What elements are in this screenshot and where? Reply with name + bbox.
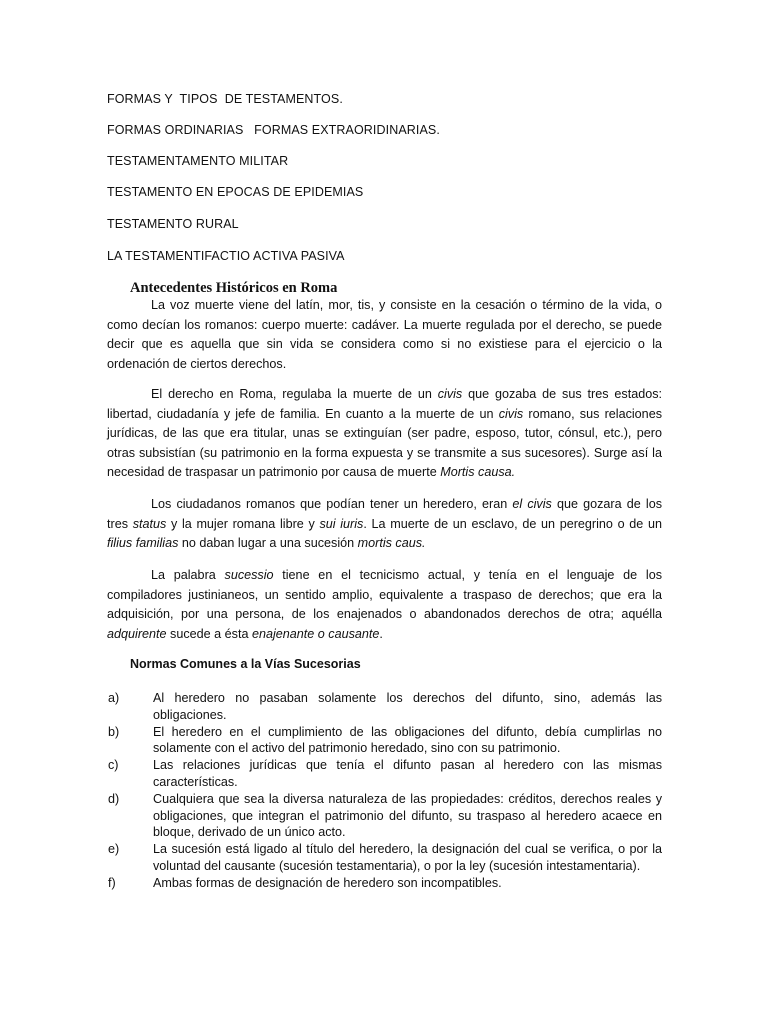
p3-text-i: no daban lugar a una sucesión (178, 536, 358, 551)
p3-term-el-civis: el civis (512, 497, 552, 511)
p2-term-civis: civis (437, 387, 463, 401)
p3-text-a: Los ciudadanos romanos que podían tener un heredero, eran (151, 497, 513, 511)
p4-text-c: tiene en el tecnicismo actual, y tenía en el lenguaje de los compiladores justinianeos, un sentido amplio, equivalente a traspaso de derechos; que era la adquisición, por una persona, de los enajenados o abandonados derechos de otra; aquélla (107, 568, 662, 622)
p4-term-sucessio: sucessio (224, 568, 274, 582)
list-item (107, 875, 662, 892)
list-item-text: Ambas formas de designación de heredero son incompatibles. (153, 875, 502, 890)
p3-text-g: . La muerte de un esclavo, de un peregrino o de un (363, 516, 662, 531)
list-item-text: Las relaciones jurídicas que tenía el difunto pasan al heredero con las mismas características. (153, 758, 662, 789)
p2-text-a: El derecho en Roma, regulaba la muerte de un (151, 387, 438, 401)
list-item (107, 724, 662, 758)
p2-term-civis-2: civis (498, 406, 524, 421)
p3-text-c: que gozara de los tres (107, 497, 663, 531)
paragraph-1 (107, 296, 662, 374)
p4-text-a: La palabra (151, 568, 225, 582)
list-item-text: El heredero en el cumplimiento de las obligaciones del difunto, debía cumplirlas no solamente con el activo del patrimonio heredado, sino con su patrimonio. (153, 724, 662, 756)
heading-testamento-epidemias: TESTAMENTO EN EPOCAS DE EPIDEMIAS (107, 185, 364, 199)
p3-term-mortis-caus: mortis caus. (357, 536, 426, 551)
list-marker: c) (108, 758, 119, 773)
paragraph-1-text: La voz muerte viene del latín, mor, tis, y consiste en la cesación o término de la vida, o como decían los romanos: cuerpo muerte: cadáver. La muerte regulada por el derecho, se puede decir que es aquella que sin vida se considera como si no existiese para el ejercicio o la ordenación de ciertos derechos. (107, 298, 662, 371)
p2-text-c: que gozaba de sus tres estados: libertad, ciudadanía y jefe de familia. En cuanto a la muerte de un (107, 387, 662, 421)
list-marker: f) (108, 875, 116, 890)
p3-term-sui-iuris: sui iuris (319, 516, 364, 531)
list-marker: b) (108, 724, 120, 739)
list-marker: d) (108, 791, 120, 806)
list-marker: e) (108, 842, 120, 857)
p4-term-adquirente: adquirente (107, 626, 167, 641)
p4-term-enajenante: enajenante o causante (251, 626, 380, 641)
p3-term-filius-familias: filius familias (107, 536, 179, 551)
list-item (107, 757, 662, 791)
p2-text-e: romano, sus relaciones jurídicas, de las que era titular, unas se extinguían (ser padre, esposo, tutor, cónsul, etc.), pero otras subsistían (su patrimonio en la forma expuesta y se transmite a sus sucesores). Surge así la necesidad de traspasar un patrimonio por causa de muerte (107, 406, 662, 480)
heading-formas-tipos: FORMAS Y TIPOS DE TESTAMENTOS. (107, 92, 343, 106)
heading-testamentifactio: LA TESTAMENTIFACTIO ACTIVA PASIVA (107, 249, 345, 263)
list-item (107, 690, 662, 724)
norms-list (107, 690, 662, 892)
list-item-text: Cualquiera que sea la diversa naturaleza de las propiedades: créditos, derechos reales y obligaciones, que integran el patrimonio del difunto, su traspaso al heredero acaece en bloque, derivado de un único acto. (153, 791, 662, 840)
list-item-text: Al heredero no pasaban solamente los derechos del difunto, sino, además las obligaciones. (153, 691, 662, 722)
heading-testamento-rural: TESTAMENTO RURAL (107, 217, 239, 231)
paragraph-2 (107, 385, 662, 483)
list-marker: a) (108, 691, 120, 705)
section-title: Antecedentes Históricos en Roma (130, 280, 338, 296)
p3-text-e: y la mujer romana libre y (166, 516, 320, 531)
paragraph-4 (107, 566, 662, 644)
list-item-text: La sucesión está ligado al título del heredero, la designación del cual se verifica, o por la voluntad del causante (sucesión testamentaria), o por la ley (sucesión intestamentaria). (153, 842, 662, 873)
list-item (107, 841, 662, 875)
heading-testamento-militar: TESTAMENTAMENTO MILITAR (107, 154, 289, 168)
norms-subtitle: Normas Comunes a la Vías Sucesorias (130, 657, 361, 671)
list-item (107, 791, 662, 841)
p2-term-mortis-causa: Mortis causa. (440, 465, 516, 480)
p4-text-g: . (379, 626, 383, 641)
p3-term-status: status (132, 516, 167, 531)
heading-formas-ordinarias: FORMAS ORDINARIAS FORMAS EXTRAORIDINARIAS. (107, 123, 440, 137)
p4-text-e: sucede a ésta (166, 626, 252, 641)
paragraph-3 (107, 495, 662, 554)
